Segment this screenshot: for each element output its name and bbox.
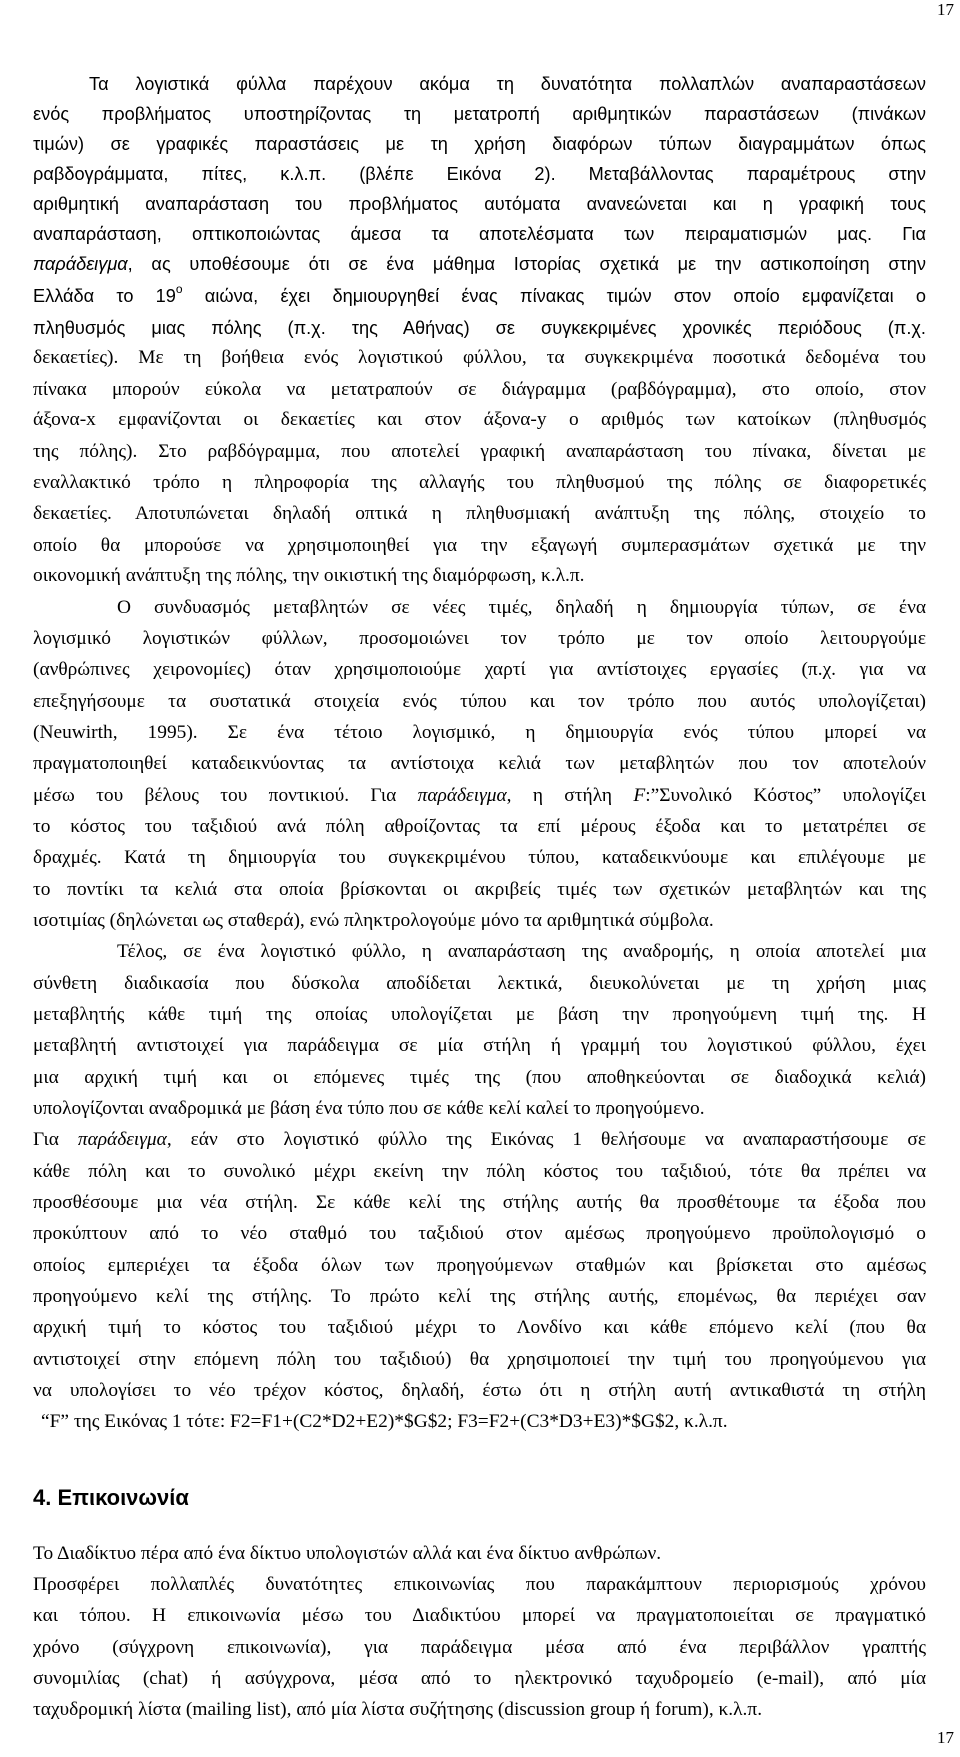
text-line (33, 780, 926, 812)
text-line (33, 248, 926, 280)
text-line: δραχμές. Κατά τη δημιουργία του συγκεκριμένου τύπου, καταδεικνύουμε και επιλέγουμε με (33, 847, 926, 868)
text-line: το κόστος του ταξιδιού ανά πόλη αθροίζοντας τα επί μέρους έξοδα και το μετατρέπει σε (33, 816, 926, 837)
text-line: αναπαράσταση, οπτικοποιώντας άμεσα τα αποτελέσματα των πειραματισμών μας. Για (33, 224, 926, 244)
text-line: σύνθετη διαδικασία που δύσκολα αποδίδεται λεκτικά, διευκολύνεται με τη χρήση μιας (33, 973, 926, 994)
text-line: προηγούμενο κελί της στήλης. Το πρώτο κελί της στήλης αυτής, επομένως, θα περιέχει σαν (33, 1286, 926, 1307)
text-line: μεταβλητής κάθε τιμή της οποίας υπολογίζεται με βάση την προηγούμενη τιμή της. Η (33, 1004, 926, 1025)
text-span: αιώνα, έχει δημιουργηθεί ένας πίνακας τιμών στον οποίο εμφανίζεται ο (182, 286, 926, 306)
text-line: μια αρχική τιμή και οι επόμενες τιμές της (που αποθηκεύονται σε διαδοχικά κελιά) (33, 1067, 926, 1088)
text-line: και τόπου. Η επικοινωνία μέσω του Διαδικτύου μπορεί να πραγματοποιείται σε πραγματικό (33, 1605, 926, 1626)
text-line: οικονομική ανάπτυξη της πόλης, την οικιστική της διαμόρφωση, κ.λ.π. (33, 565, 585, 586)
text-span: μέσω του βέλους του ποντικιού. Για (33, 785, 418, 806)
text-span: , η στήλη (506, 785, 634, 806)
page-number-bottom: 17 (937, 1728, 954, 1747)
text-line: ενός προβλήματος υποστηρίζοντας τη μετατροπή αριθμητικών παραστάσεων (πινάκων (33, 104, 926, 124)
variable-f: F (633, 785, 646, 806)
text-line: χρόνο (σύγχρονη επικοινωνία), για παράδειγμα μέσα από ένα περιβάλλον γραπτής (33, 1637, 926, 1658)
text-line: μεταβλητή αντιστοιχεί για παράδειγμα σε μία στήλη ή γραμμή του λογιστικού φύλλου, έχει (33, 1035, 926, 1056)
text-line: της πόλης). Στο ραβδόγραμμα, που αποτελεί γραφική αναπαράσταση του πίνακα, δίνεται με (33, 441, 926, 462)
text-line: πραγματοποιηθεί καταδεικνύοντας τα αντίστοιχα κελιά των μεταβλητών που τον αποτελούν (33, 753, 926, 774)
text-line: (Neuwirth, 1995). Σε ένα τέτοιο λογισμικό, η δημιουργία ενός τύπου μπορεί να (33, 722, 926, 743)
text-line (33, 1124, 926, 1156)
text-line: υπολογίζονται αναδρομικά με βάση ένα τύπο που σε κάθε κελί καλεί το προηγούμενο. (33, 1098, 705, 1119)
text-line: δεκαετίες. Αποτυπώνεται δηλαδή οπτικά η πληθυσμιακή ανάπτυξη της πόλης, στοιχείο το (33, 503, 926, 524)
text-line: Τα λογιστικά φύλλα παρέχουν ακόμα τη δυνατότητα πολλαπλών αναπαραστάσεων (89, 74, 926, 94)
text-line: λογισμικό λογιστικών φύλλων, προσομοιώνει τον τρόπο με τον οποίο λειτουργούμε (33, 628, 926, 649)
text-span: , ας υποθέσουμε ότι σε ένα μάθημα Ιστορίας σχετικά με την αστικοποίηση στην (127, 254, 926, 274)
text-line: προσθέσουμε μια νέα στήλη. Σε κάθε κελί της στήλης αυτής θα προσθέτουμε τα έξοδα που (33, 1192, 926, 1213)
text-line: κάθε πόλη και το συνολικό μέχρι εκείνη την πόλη κόστος του ταξιδιού, τότε θα πρέπει να (33, 1161, 926, 1182)
text-line: Το Διαδίκτυο πέρα από ένα δίκτυο υπολογιστών αλλά και ένα δίκτυο ανθρώπων. (33, 1543, 662, 1564)
text-line: επεξηγήσουμε τα συστατικά στοιχεία ενός τύπου και τον τρόπο που αυτός υπολογίζεται) (33, 691, 926, 712)
text-line: Προσφέρει πολλαπλές δυνατότητες επικοινωνίας που παρακάμπτουν περιορισμούς χρόνου (33, 1574, 926, 1595)
text-span: , εάν στο λογιστικό φύλλο της Εικόνας 1 θελήσουμε να αναπαραστήσουμε σε (166, 1129, 926, 1150)
italic-text: παράδειγμα (33, 254, 128, 274)
text-line: το ποντίκι τα κελιά στα οποία βρίσκονται οι ακριβείς τιμές των σχετικών μεταβλητών και της (33, 879, 926, 900)
text-line: πληθυσμός μιας πόλης (π.χ. της Αθήνας) σε συγκεκριμένες χρονικές περιόδους (π.χ. (33, 318, 926, 338)
text-line: πίνακα μπορούν εύκολα να μετατραπούν σε διάγραμμα (ραβδόγραμμα), στο οποίο, στον (33, 379, 926, 400)
text-line: Ο συνδυασμός μεταβλητών σε νέες τιμές, δηλαδή η δημιουργία τύπων, σε ένα (117, 597, 926, 618)
text-line: ταχυδρομική λίστα (mailing list), από μία λίστα συζήτησης (discussion group ή forum), κ.λ.π. (33, 1699, 763, 1720)
text-line: προκύπτουν από το νέο σταθμό του ταξιδιού στον αμέσως προηγούμενο προϋπολογισμό ο (33, 1223, 926, 1244)
text-line formula-line: “F” της Εικόνας 1 τότε: F2=F1+(C2*D2+E2)*$G$2; F3=F2+(C3*D3+E3)*$G$2, κ.λ.π. (41, 1411, 728, 1432)
text-span: Ελλάδα το 19 (33, 286, 176, 306)
italic-text: παράδειγμα (417, 785, 507, 806)
superscript: ο (175, 282, 183, 296)
text-line: εναλλακτικό τρόπο η πληροφορία της αλλαγής του πληθυσμού της πόλης σε διαφορετικές (33, 472, 926, 493)
text-line: ισοτιμίας (δηλώνεται ως σταθερά), ενώ πληκτρολογούμε μόνο τα αριθμητικά σύμβολα. (33, 910, 714, 931)
text-line: άξονα-x εμφανίζονται οι δεκαετίες και στον άξονα-y ο αριθμός των κατοίκων (πληθυσμός (33, 409, 926, 430)
text-span: Για (33, 1129, 78, 1150)
text-line: να υπολογίσει το νέο τρέχον κόστος, δηλαδή, έστω ότι η στήλη αυτή αντικαθιστά τη στήλη (33, 1380, 926, 1401)
text-line: (ανθρώπινες χειρονομίες) όταν χρησιμοποιούμε χαρτί για αντίστοιχες εργασίες (π.χ. για να (33, 659, 926, 680)
text-line: δεκαετίες). Με τη βοήθεια ενός λογιστικού φύλλου, τα συγκεκριμένα ποσοτικά δεδομένα του (33, 347, 926, 368)
text-line: τιμών) σε γραφικές παραστάσεις με τη χρήση διαφόρων τύπων διαγραμμάτων όπως (33, 134, 926, 154)
text-line: οποίος εμπεριέχει τα έξοδα όλων των προηγούμενων σταθμών και βρίσκεται στο αμέσως (33, 1255, 926, 1276)
text-line: Τέλος, σε ένα λογιστικό φύλλο, η αναπαράσταση της αναδρομής, η οποία αποτελεί μια (117, 941, 926, 962)
text-line: αντιστοιχεί στην επόμενη πόλη του ταξιδιού) θα χρησιμοποιεί την τιμή του προηγούμενου για (33, 1349, 926, 1370)
text-line: οποίο θα μπορούσε να χρησιμοποιηθεί για την εξαγωγή συμπερασμάτων σχετικά με την (33, 535, 926, 556)
text-span: :”Συνολικό Κόστος” υπολογίζει (645, 785, 926, 806)
page-number-top: 17 (937, 0, 954, 19)
text-line: ραβδογράμματα, πίτες, κ.λ.π. (βλέπε Εικόνα 2). Μεταβάλλοντας παραμέτρους στην (33, 164, 926, 184)
text-line: αρχική τιμή το κόστος του ταξιδιού μέχρι το Λονδίνο και κάθε επόμενο κελί (που θα (33, 1317, 926, 1338)
italic-text: παράδειγμα (77, 1129, 167, 1150)
text-line (33, 280, 926, 312)
section-heading: 4. Επικοινωνία (33, 1485, 189, 1510)
text-line: αριθμητική αναπαράσταση του προβλήματος αυτόματα ανανεώνεται και η γραφική τους (33, 194, 926, 214)
text-line: συνομιλίας (chat) ή ασύγχρονα, μέσα από το ηλεκτρονικό ταχυδρομείο (e-mail), από μία (33, 1668, 926, 1689)
